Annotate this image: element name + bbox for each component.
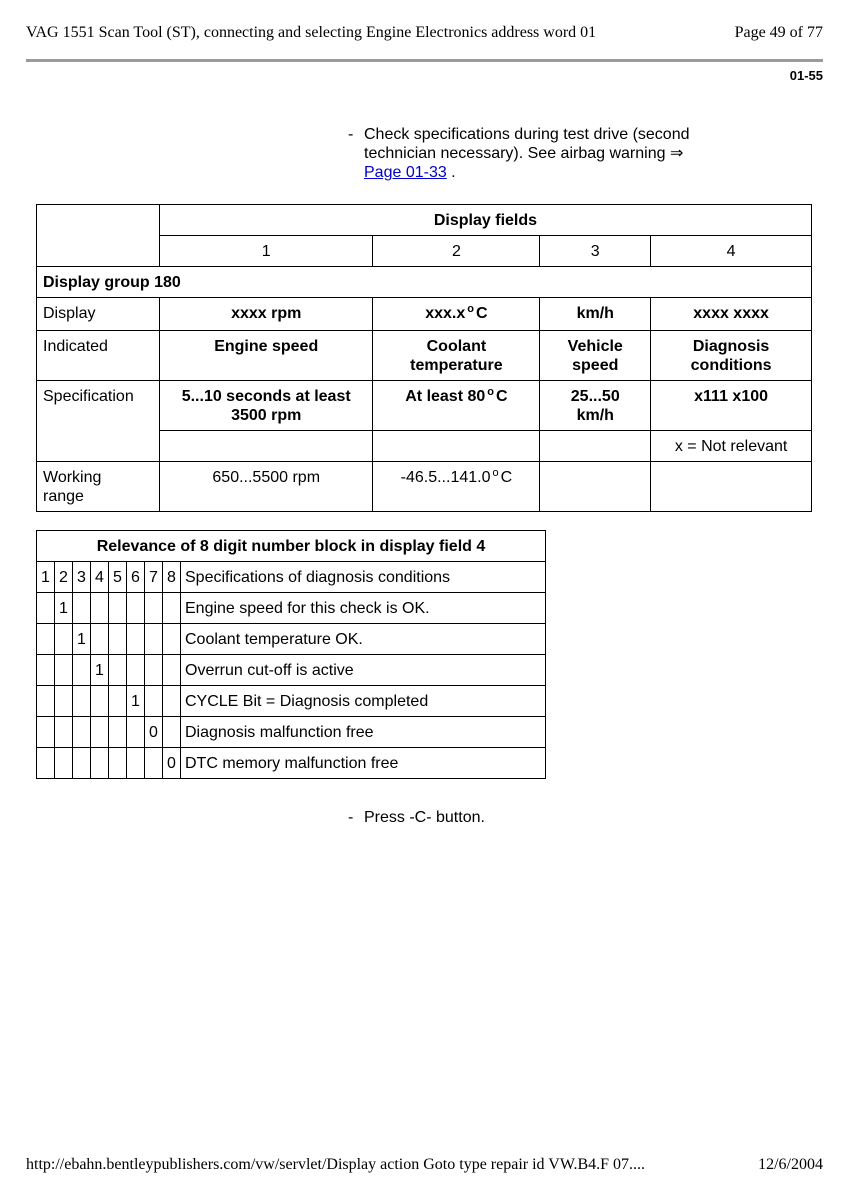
table-row [37,655,546,686]
empty-cell [37,655,55,686]
step-press-c [348,808,648,828]
row-label-working-range: Working range [37,462,160,512]
table-row-indicated [37,331,812,381]
relevance-table [36,530,546,779]
step-bullet: - [348,809,354,826]
field-number-4: 4 [651,236,812,267]
degree-symbol: o [492,467,499,479]
row-label-specification: Specification [37,381,160,462]
empty-cell [37,593,55,624]
empty-cell [163,686,181,717]
page-code: 01-55 [789,68,823,83]
digit-column-2: 2 [55,562,73,593]
working-range-field-2: -46.5...141.0 $^o$ C [373,462,540,512]
bit-value: 1 [55,593,73,624]
empty-cell [163,624,181,655]
empty-cell [91,717,109,748]
display-group-title: Display group 180 [37,267,812,298]
display-value-field-3: km/h [540,298,651,331]
empty-cell [37,624,55,655]
condition-description: DTC memory malfunction free [181,748,546,779]
degree-symbol: o [467,303,475,315]
step-text: Press -C- button. [364,809,485,826]
empty-cell [55,717,73,748]
table-row [37,593,546,624]
field-number-2: 2 [373,236,540,267]
header-divider [26,59,823,62]
empty-cell [540,462,651,512]
empty-cell [163,655,181,686]
table-row [37,624,546,655]
step-check-specifications [348,125,818,185]
step-text-line2: technician necessary). See airbag warning ⇒ [364,145,684,162]
empty-cell [109,717,127,748]
display-value-field-4: xxxx xxxx [651,298,812,331]
empty-cell [73,717,91,748]
working-range-field-1: 650...5500 rpm [159,462,373,512]
empty-cell [127,593,145,624]
empty-cell [55,686,73,717]
empty-cell [109,748,127,779]
empty-cell [127,655,145,686]
empty-cell [651,462,812,512]
condition-description: Coolant temperature OK. [181,624,546,655]
empty-cell [145,624,163,655]
footer-date: 12/6/2004 [758,1156,823,1173]
empty-cell [55,655,73,686]
display-value-field-1: xxxx rpm [159,298,373,331]
digit-column-5: 5 [109,562,127,593]
empty-cell [73,686,91,717]
relevance-table-title: Relevance of 8 digit number block in display field 4 [37,531,546,562]
bit-value: 0 [145,717,163,748]
empty-cell [109,655,127,686]
page-01-33-link[interactable]: Page 01-33 [364,164,447,181]
empty-cell [91,748,109,779]
empty-cell [55,748,73,779]
digit-column-7: 7 [145,562,163,593]
step-text-line1: Check specifications during test drive (second [364,126,690,143]
digit-column-3: 3 [73,562,91,593]
empty-cell [73,748,91,779]
empty-cell [37,748,55,779]
empty-cell [109,686,127,717]
table-corner-cell [37,205,160,267]
specification-field-3: 25...50 km/h [540,381,651,431]
field-number-3: 3 [540,236,651,267]
condition-description: CYCLE Bit = Diagnosis completed [181,686,546,717]
empty-cell [91,686,109,717]
bit-value: 1 [73,624,91,655]
empty-cell [37,686,55,717]
empty-cell [159,431,373,462]
table-row-specification [37,381,812,431]
empty-cell [109,624,127,655]
degree-symbol: o [487,386,495,398]
digit-column-8: 8 [163,562,181,593]
empty-cell [55,624,73,655]
indicated-field-1: Engine speed [159,331,373,381]
table-row-working-range [37,462,812,512]
display-fields-header: Display fields [159,205,811,236]
condition-description: Engine speed for this check is OK. [181,593,546,624]
bit-value: 1 [127,686,145,717]
empty-cell [73,593,91,624]
table-row [37,748,546,779]
empty-cell [127,748,145,779]
bit-value: 1 [91,655,109,686]
step-text-end: . [446,164,456,181]
header-title: VAG 1551 Scan Tool (ST), connecting and selecting Engine Electronics address word 01 [26,24,597,41]
empty-cell [163,717,181,748]
page-number: Page 49 of 77 [734,24,823,41]
field-number-1: 1 [159,236,373,267]
digit-column-1: 1 [37,562,55,593]
empty-cell [91,593,109,624]
empty-cell [37,717,55,748]
empty-cell [91,624,109,655]
empty-cell [127,717,145,748]
empty-cell [145,686,163,717]
indicated-field-3: Vehicle speed [540,331,651,381]
description-column-header: Specifications of diagnosis conditions [181,562,546,593]
empty-cell [109,593,127,624]
bit-value: 0 [163,748,181,779]
empty-cell [145,748,163,779]
indicated-field-2: Coolant temperature [373,331,540,381]
display-fields-table [36,204,812,512]
empty-cell [145,655,163,686]
condition-description: Overrun cut-off is active [181,655,546,686]
relevance-header-row [37,562,546,593]
specification-field-2: At least 80 $^o$ C [373,381,540,431]
display-value-field-2: xxx.x $^o$ C [373,298,540,331]
indicated-field-4: Diagnosis conditions [651,331,812,381]
empty-cell [373,431,540,462]
condition-description: Diagnosis malfunction free [181,717,546,748]
row-label-indicated: Indicated [37,331,160,381]
table-row-display [37,298,812,331]
digit-column-4: 4 [91,562,109,593]
step-bullet: - [348,126,354,143]
empty-cell [127,624,145,655]
empty-cell [540,431,651,462]
empty-cell [145,593,163,624]
specification-field-1: 5...10 seconds at least 3500 rpm [159,381,373,431]
footer-url: http://ebahn.bentleypublishers.com/vw/servlet/Display action Goto type repair id VW.B4.F 07.... [26,1156,646,1173]
empty-cell [163,593,181,624]
table-row [37,686,546,717]
empty-cell [73,655,91,686]
not-relevant-note: x = Not relevant [651,431,812,462]
table-row [37,717,546,748]
row-label-display: Display [37,298,160,331]
digit-column-6: 6 [127,562,145,593]
specification-field-4: x111 x100 [651,381,812,431]
